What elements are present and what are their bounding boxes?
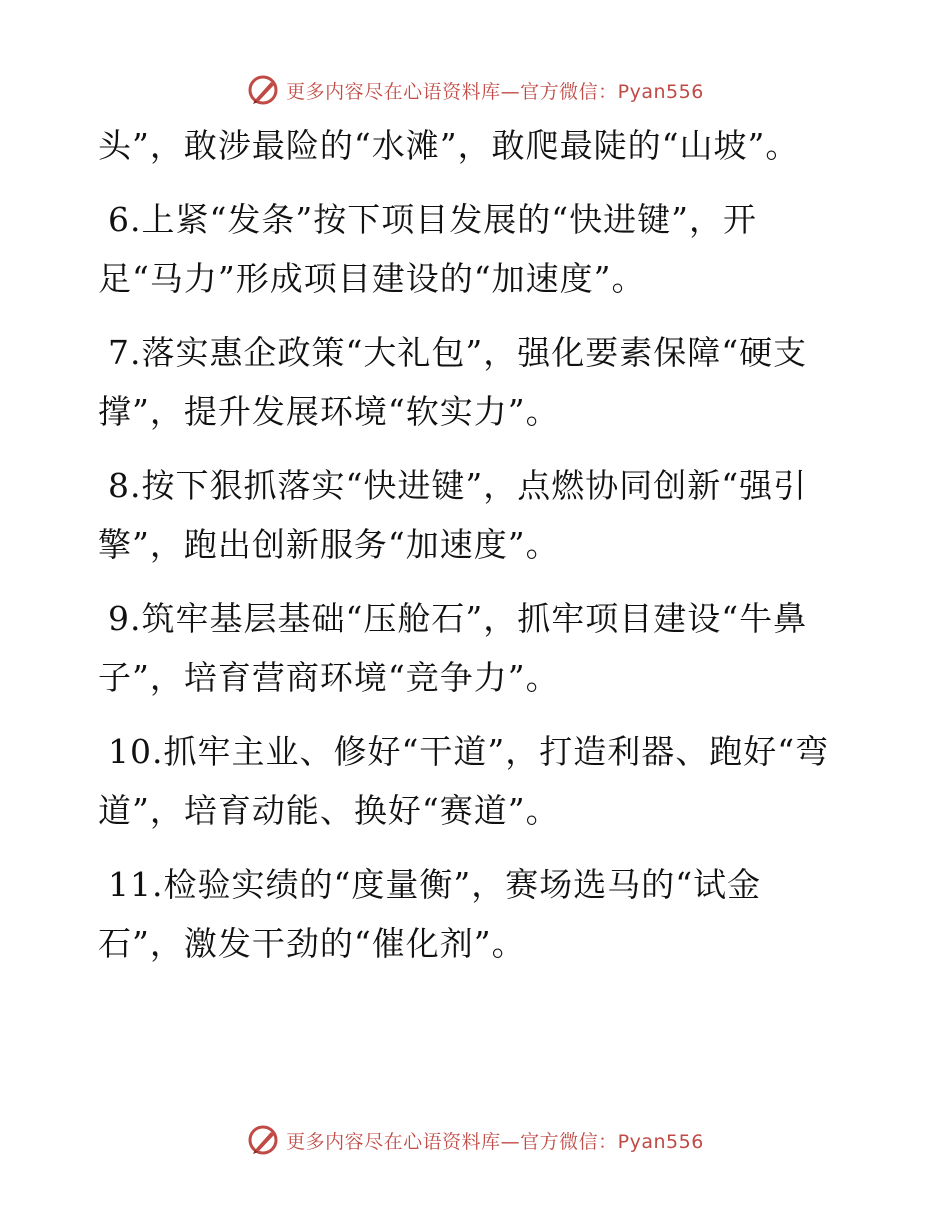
list-item-6: 6.上紧“发条”按下项目发展的“快进键”，开足“马力”形成项目建设的“加速度”。 bbox=[98, 200, 757, 298]
footer-watermark bbox=[0, 1122, 950, 1158]
pen-in-circle-logo-icon bbox=[246, 1123, 280, 1157]
pen-in-circle-logo-icon bbox=[246, 73, 280, 107]
list-item-9: 9.筑牢基层基础“压舱石”，抓牢项目建设“牛鼻子”，培育营商环境“竞争力”。 bbox=[98, 599, 808, 697]
document-body bbox=[98, 116, 838, 973]
list-item-10: 10.抓牢主业、修好“干道”，打造利器、跑好“弯道”，培育动能、换好“赛道”。 bbox=[98, 732, 830, 830]
list-item-11: 11.检验实绩的“度量衡”，赛场选马的“试金石”，激发干劲的“催化剂”。 bbox=[98, 865, 762, 963]
watermark-text: 更多内容尽在心语资料库—官方微信：Pyan556 bbox=[286, 80, 704, 103]
header-watermark bbox=[0, 72, 950, 108]
list-item-7: 7.落实惠企政策“大礼包”，强化要素保障“硬支撑”，提升发展环境“软实力”。 bbox=[98, 333, 808, 431]
paragraph-continuation: 头”，敢涉最险的“水滩”，敢爬最陡的“山坡”。 bbox=[98, 126, 800, 165]
list-item-8: 8.按下狠抓落实“快进键”，点燃协同创新“强引擎”，跑出创新服务“加速度”。 bbox=[98, 466, 808, 564]
watermark-text: 更多内容尽在心语资料库—官方微信：Pyan556 bbox=[286, 1130, 704, 1153]
